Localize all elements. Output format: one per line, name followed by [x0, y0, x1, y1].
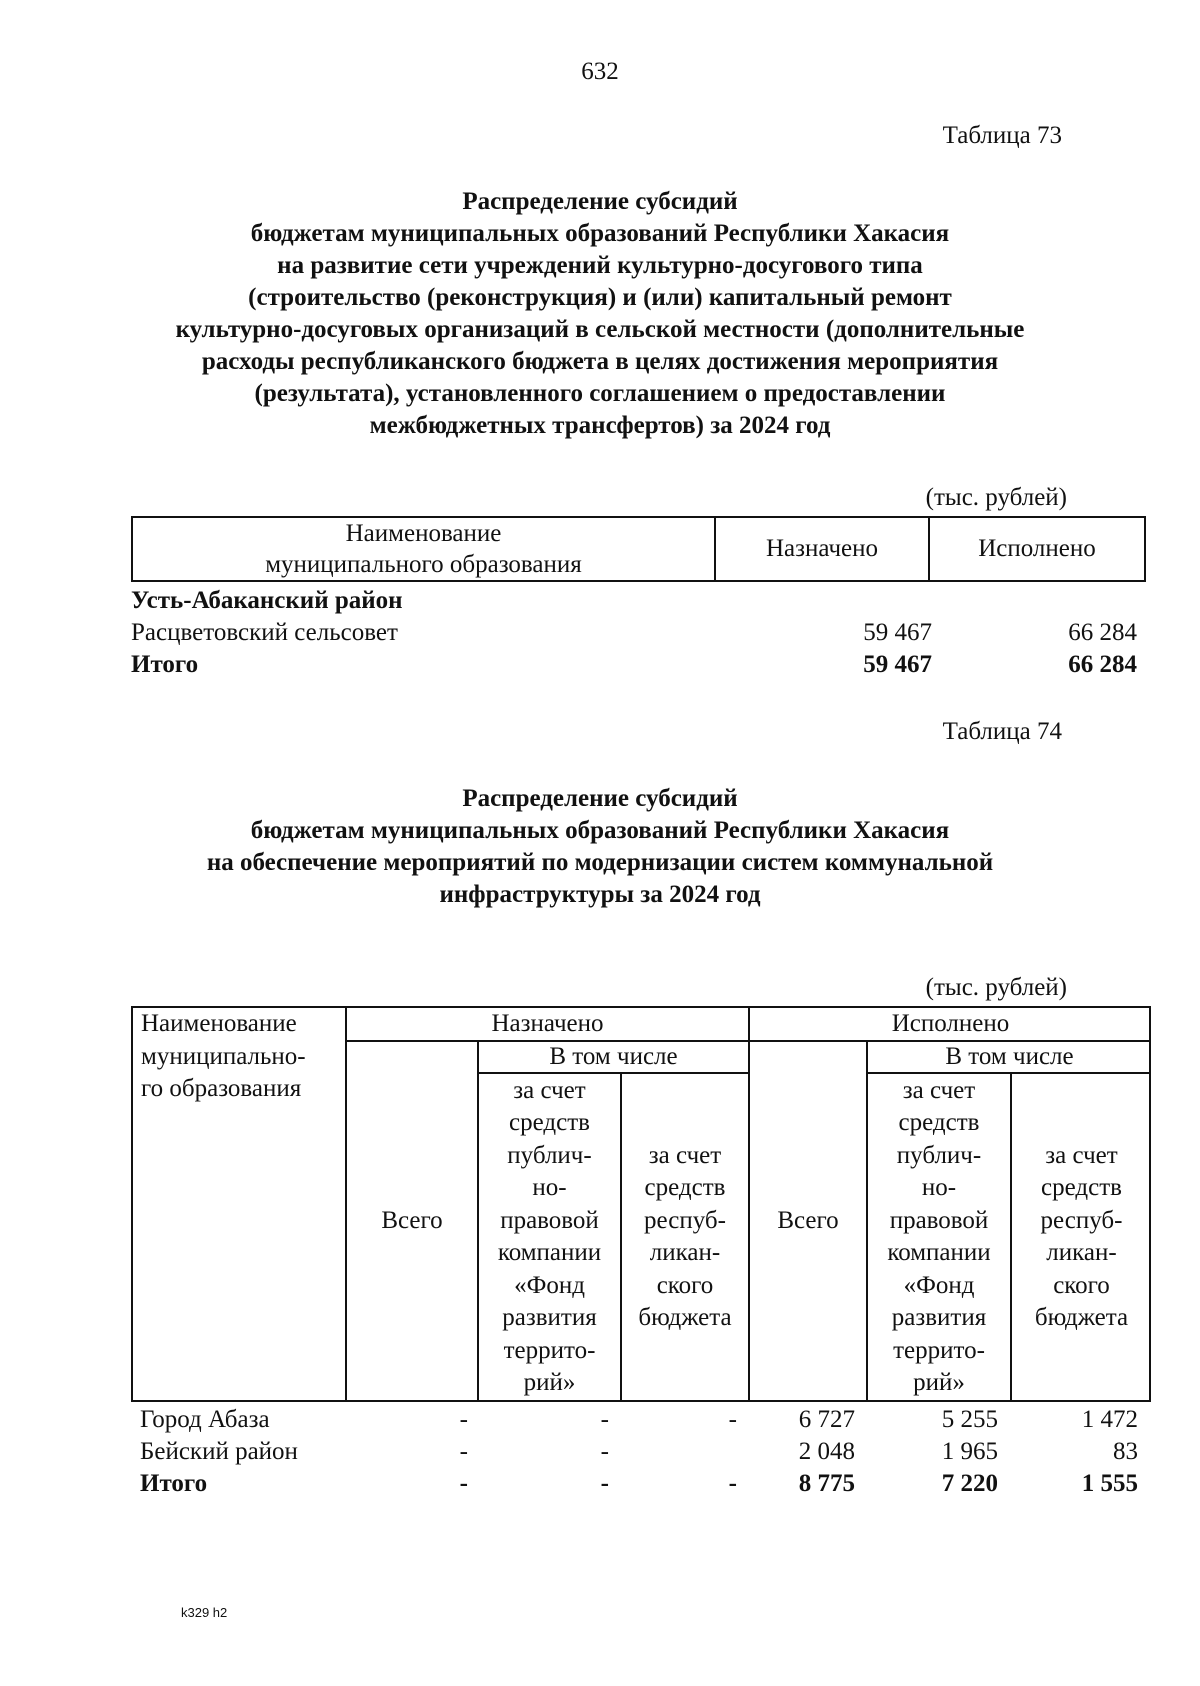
total-row-executed-budget: 1 555 [1081, 1470, 1138, 1497]
header-name-line: муниципального образования [265, 551, 582, 578]
table-row-executed-budget: 83 [1113, 1438, 1138, 1465]
header-executed-fund-cell [868, 1074, 1010, 1400]
table-row-assigned-total: - [459, 1438, 468, 1465]
table-row-assigned-fund: - [600, 1406, 609, 1433]
header-line: средств [1041, 1174, 1122, 1201]
header-executed-cell: Исполнено [891, 1009, 1010, 1037]
header-line: средств [898, 1109, 980, 1136]
header-line: ликан- [1046, 1239, 1117, 1266]
header-line: публич- [507, 1141, 592, 1169]
header-executed-total-cell: Всего [777, 1206, 839, 1234]
header-line: ского [1053, 1271, 1110, 1299]
header-line: респуб- [644, 1206, 726, 1234]
total-row-assigned: 59 467 [863, 651, 932, 678]
header-name-line: Наименование [345, 520, 502, 547]
header-line: развития [891, 1304, 987, 1331]
header-name-cell [133, 518, 716, 580]
header-executed-budget-cell [1012, 1074, 1151, 1400]
header-line: но- [921, 1174, 957, 1201]
header-line: за счет [648, 1141, 722, 1169]
total-row-executed: 66 284 [1068, 651, 1137, 678]
header-line: развития [502, 1304, 597, 1331]
title-line: на развитие сети учреждений культурно-досугового типа [277, 252, 923, 279]
header-line: бюджета [638, 1304, 732, 1331]
title-line: Распределение субсидий [462, 188, 738, 215]
footer-code: k329 h2 [181, 1605, 228, 1620]
header-line: рий» [913, 1369, 965, 1396]
header-line: но- [532, 1174, 567, 1201]
header-line: правовой [500, 1206, 599, 1234]
header-assigned-fund-cell [479, 1074, 620, 1400]
header-name-line: Наименование [141, 1010, 297, 1037]
table-row-name: Город Абаза [140, 1406, 270, 1433]
header-name-line: го образования [141, 1075, 302, 1102]
table-row-executed-fund: 5 255 [941, 1406, 998, 1433]
header-line: публич- [896, 1141, 982, 1169]
title-line: инфраструктуры за 2024 год [439, 881, 761, 908]
total-row-assigned-fund: - [600, 1470, 609, 1497]
header-name-line: муниципально- [141, 1042, 306, 1070]
table-74-title [100, 783, 1100, 911]
header-line: компании [887, 1239, 991, 1266]
header-executed-including-cell: В том числе [945, 1042, 1074, 1070]
table-row-assigned-budget: - [728, 1406, 737, 1433]
table-74-label: Таблица 74 [942, 718, 1062, 745]
table-row-executed-fund: 1 965 [941, 1438, 998, 1465]
title-line: межбюджетных трансфертов) за 2024 год [369, 412, 831, 439]
table-row-assigned: 59 467 [863, 619, 932, 646]
total-row-executed-total: 8 775 [798, 1470, 855, 1497]
header-assigned-cell: Назначено [716, 518, 930, 580]
header-assigned-cell: Назначено [491, 1009, 604, 1037]
header-line: рий» [523, 1369, 576, 1396]
table-row-assigned-fund: - [600, 1438, 609, 1465]
header-line: за счет [902, 1076, 976, 1104]
table-73-header [131, 516, 1146, 582]
total-row-assigned-budget: - [728, 1470, 737, 1497]
header-line: средств [644, 1174, 726, 1201]
header-executed-cell: Исполнено [978, 535, 1096, 562]
title-line: культурно-досуговых организаций в сельской местности (дополнительные [175, 316, 1025, 343]
table-74-header [131, 1006, 1151, 1402]
table-row-executed-total: 6 727 [798, 1406, 855, 1433]
title-line: на обеспечение мероприятий по модернизации систем коммунальной [206, 849, 994, 876]
header-assigned-budget-cell [622, 1074, 748, 1400]
header-line: правовой [889, 1206, 989, 1234]
total-row-name: Итого [131, 651, 199, 678]
group-heading: Усть-Абаканский район [131, 587, 403, 614]
header-line: бюджета [1034, 1304, 1129, 1331]
title-line: (строительство (реконструкция) и (или) капитальный ремонт [248, 284, 952, 311]
table-73-title [100, 186, 1100, 442]
header-line: «Фонд [514, 1271, 585, 1299]
title-line: (результата), установленного соглашением о предоставлении [254, 380, 946, 407]
table-row-executed: 66 284 [1068, 619, 1137, 646]
header-line: «Фонд [903, 1271, 975, 1299]
table-73-units: (тыс. рублей) [925, 484, 1067, 511]
header-assigned-total-cell: Всего [381, 1206, 443, 1234]
header-line: ского [656, 1271, 714, 1299]
table-74-units: (тыс. рублей) [925, 974, 1067, 1001]
total-row-executed-fund: 7 220 [941, 1470, 998, 1497]
title-line: бюджетам муниципальных образований Республики Хакасия [250, 220, 950, 247]
page-number: 632 [581, 58, 619, 85]
header-line: террито- [893, 1336, 985, 1364]
header-assigned-including-cell: В том числе [549, 1042, 678, 1070]
header-name-cell [133, 1008, 345, 1400]
table-row-name: Бейский район [140, 1438, 298, 1465]
table-row-name: Расцветовский сельсовет [131, 619, 398, 646]
header-line: компании [497, 1239, 602, 1266]
header-line: за счет [1045, 1141, 1118, 1169]
header-line: респуб- [1040, 1206, 1123, 1234]
header-line: за счет [513, 1076, 586, 1104]
table-row-executed-budget: 1 472 [1081, 1406, 1138, 1433]
title-line: расходы республиканского бюджета в целях достижения мероприятия [201, 348, 999, 375]
title-line: бюджетам муниципальных образований Республики Хакасия [250, 817, 950, 844]
table-row-executed-total: 2 048 [798, 1438, 855, 1465]
title-line: Распределение субсидий [462, 785, 738, 812]
header-line: средств [509, 1109, 590, 1136]
total-row-name: Итого [140, 1470, 208, 1497]
total-row-assigned-total: - [459, 1470, 468, 1497]
table-73-label: Таблица 73 [942, 122, 1062, 149]
table-row-assigned-total: - [459, 1406, 468, 1433]
header-line: террито- [503, 1336, 596, 1364]
header-line: ликан- [649, 1239, 721, 1266]
